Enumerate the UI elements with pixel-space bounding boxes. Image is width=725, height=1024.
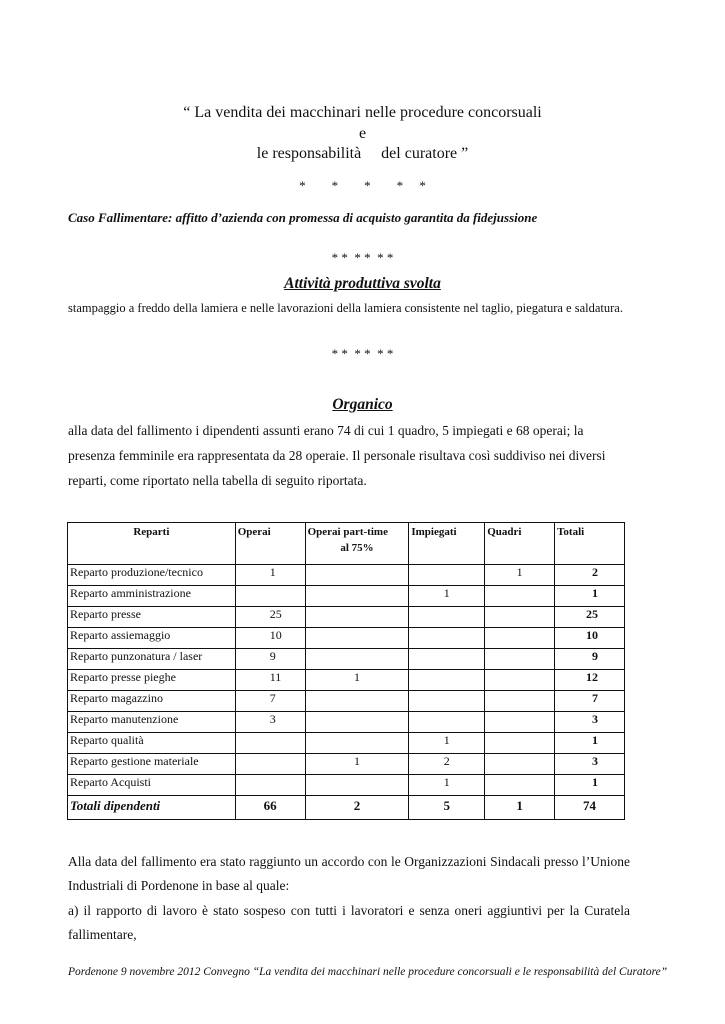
reparto-name-cell: Reparto assiemaggio [68, 628, 236, 649]
title-line-3: le responsabilità del curatore ” [256, 145, 469, 162]
table-cell: 10 [555, 628, 625, 649]
table-cell: 7 [555, 691, 625, 712]
table-cell [485, 649, 555, 670]
totals-row [68, 796, 625, 820]
section-heading-organico: Organico [332, 396, 393, 413]
reparto-name-cell: Reparto produzione/tecnico [68, 565, 236, 586]
table-cell [485, 607, 555, 628]
header-reparti: Reparti [68, 523, 236, 565]
separator-stars: * * * * * * [331, 250, 394, 265]
table-cell: 1 [305, 670, 409, 691]
table-row [68, 691, 625, 712]
table-row [68, 733, 625, 754]
table-cell [409, 565, 485, 586]
table-cell [235, 775, 305, 796]
table-row [68, 565, 625, 586]
closing-item-a: a) il rapporto di lavoro è stato sospeso con tutti i lavoratori e senza oneri aggiuntivi per la Curatela fallimentare, [68, 903, 630, 942]
totals-totali: 74 [555, 796, 625, 820]
staff-table [67, 522, 625, 820]
table-cell [485, 670, 555, 691]
table-cell [305, 733, 409, 754]
table-row [68, 649, 625, 670]
title-line-2: e [358, 125, 367, 142]
table-cell: 3 [555, 754, 625, 775]
totals-part-time: 2 [305, 796, 409, 820]
section-heading-attivita: Attività produttiva svolta [284, 275, 441, 292]
header-operai: Operai [235, 523, 305, 565]
table-cell [485, 691, 555, 712]
table-cell [485, 628, 555, 649]
table-cell [485, 712, 555, 733]
table-cell: 1 [235, 565, 305, 586]
reparto-name-cell: Reparto gestione materiale [68, 754, 236, 775]
totals-impiegati: 5 [409, 796, 485, 820]
closing-paragraph: Alla data del fallimento era stato raggiunto un accordo con le Organizzazioni Sindacali presso l’Unione Industriali di Pordenone in base al quale: [68, 854, 630, 893]
page-footer: Pordenone 9 novembre 2012 Convegno “La vendita dei macchinari nelle procedure concorsuali e le responsabilità del Curatore” [68, 966, 668, 978]
table-cell [485, 733, 555, 754]
table-cell [235, 754, 305, 775]
table-cell: 9 [555, 649, 625, 670]
table-cell: 1 [555, 775, 625, 796]
table-cell [305, 712, 409, 733]
reparto-name-cell: Reparto presse pieghe [68, 670, 236, 691]
table-cell: 1 [305, 754, 409, 775]
table-cell [305, 691, 409, 712]
reparto-name-cell: Reparto punzonatura / laser [68, 649, 236, 670]
table-header-row [68, 523, 625, 565]
totals-label: Totali dipendenti [68, 796, 236, 820]
header-quadri: Quadri [485, 523, 555, 565]
table-row [68, 670, 625, 691]
table-cell: 10 [235, 628, 305, 649]
table-cell [409, 691, 485, 712]
title-line-1: “ La vendita dei macchinari nelle procedure concorsuali [183, 104, 542, 121]
table-cell [305, 586, 409, 607]
table-cell: 3 [235, 712, 305, 733]
table-cell: 7 [235, 691, 305, 712]
table-cell: 1 [409, 733, 485, 754]
table-cell [485, 586, 555, 607]
table-cell: 12 [555, 670, 625, 691]
table-cell: 1 [485, 565, 555, 586]
table-cell [409, 670, 485, 691]
header-operai-part-time [305, 523, 409, 565]
table-cell: 1 [409, 586, 485, 607]
reparto-name-cell: Reparto presse [68, 607, 236, 628]
header-totali: Totali [555, 523, 625, 565]
table-cell [305, 628, 409, 649]
table-cell: 3 [555, 712, 625, 733]
table-cell [485, 775, 555, 796]
table-cell [305, 565, 409, 586]
table-cell [409, 712, 485, 733]
table-cell: 11 [235, 670, 305, 691]
totals-operai: 66 [235, 796, 305, 820]
reparto-name-cell: Reparto manutenzione [68, 712, 236, 733]
table-row [68, 754, 625, 775]
reparto-name-cell: Reparto magazzino [68, 691, 236, 712]
organico-text: alla data del fallimento i dipendenti assunti erano 74 di cui 1 quadro, 5 impiegati e 68 operai; la presenza femminile era rappresentata da 28 operaie. Il personale risultava così suddiviso nei diversi reparti, come riportato nella tabella di seguito riportata. [68, 423, 606, 488]
reparto-name-cell: Reparto amministrazione [68, 586, 236, 607]
table-cell [305, 607, 409, 628]
table-row [68, 607, 625, 628]
case-description: Caso Fallimentare: affitto d’azienda con promessa di acquisto garantita da fidejussione [68, 210, 538, 225]
table-cell: 2 [409, 754, 485, 775]
table-cell: 1 [409, 775, 485, 796]
table-row [68, 628, 625, 649]
totals-quadri: 1 [485, 796, 555, 820]
table-cell [485, 754, 555, 775]
table-cell: 25 [555, 607, 625, 628]
table-row [68, 712, 625, 733]
table-row [68, 586, 625, 607]
separator-stars: * * * * * [299, 178, 426, 193]
table-cell: 2 [555, 565, 625, 586]
table-row [68, 775, 625, 796]
table-cell [409, 649, 485, 670]
table-cell [235, 586, 305, 607]
header-operai-part-time-line1: Operai part-time [307, 526, 388, 538]
reparto-name-cell: Reparto Acquisti [68, 775, 236, 796]
table-cell [409, 607, 485, 628]
table-cell: 25 [235, 607, 305, 628]
header-impiegati: Impiegati [409, 523, 485, 565]
table-cell: 1 [555, 586, 625, 607]
table-cell: 9 [235, 649, 305, 670]
table-cell [235, 733, 305, 754]
table-cell [305, 649, 409, 670]
table-cell [305, 775, 409, 796]
reparto-name-cell: Reparto qualità [68, 733, 236, 754]
separator-stars: * * * * * * [331, 346, 394, 361]
header-operai-part-time-line2: al 75% [340, 542, 374, 554]
table-cell [409, 628, 485, 649]
table-cell: 1 [555, 733, 625, 754]
attivita-text: stampaggio a freddo della lamiera e nelle lavorazioni della lamiera consistente nel taglio, piegatura e saldatura. [68, 301, 623, 315]
